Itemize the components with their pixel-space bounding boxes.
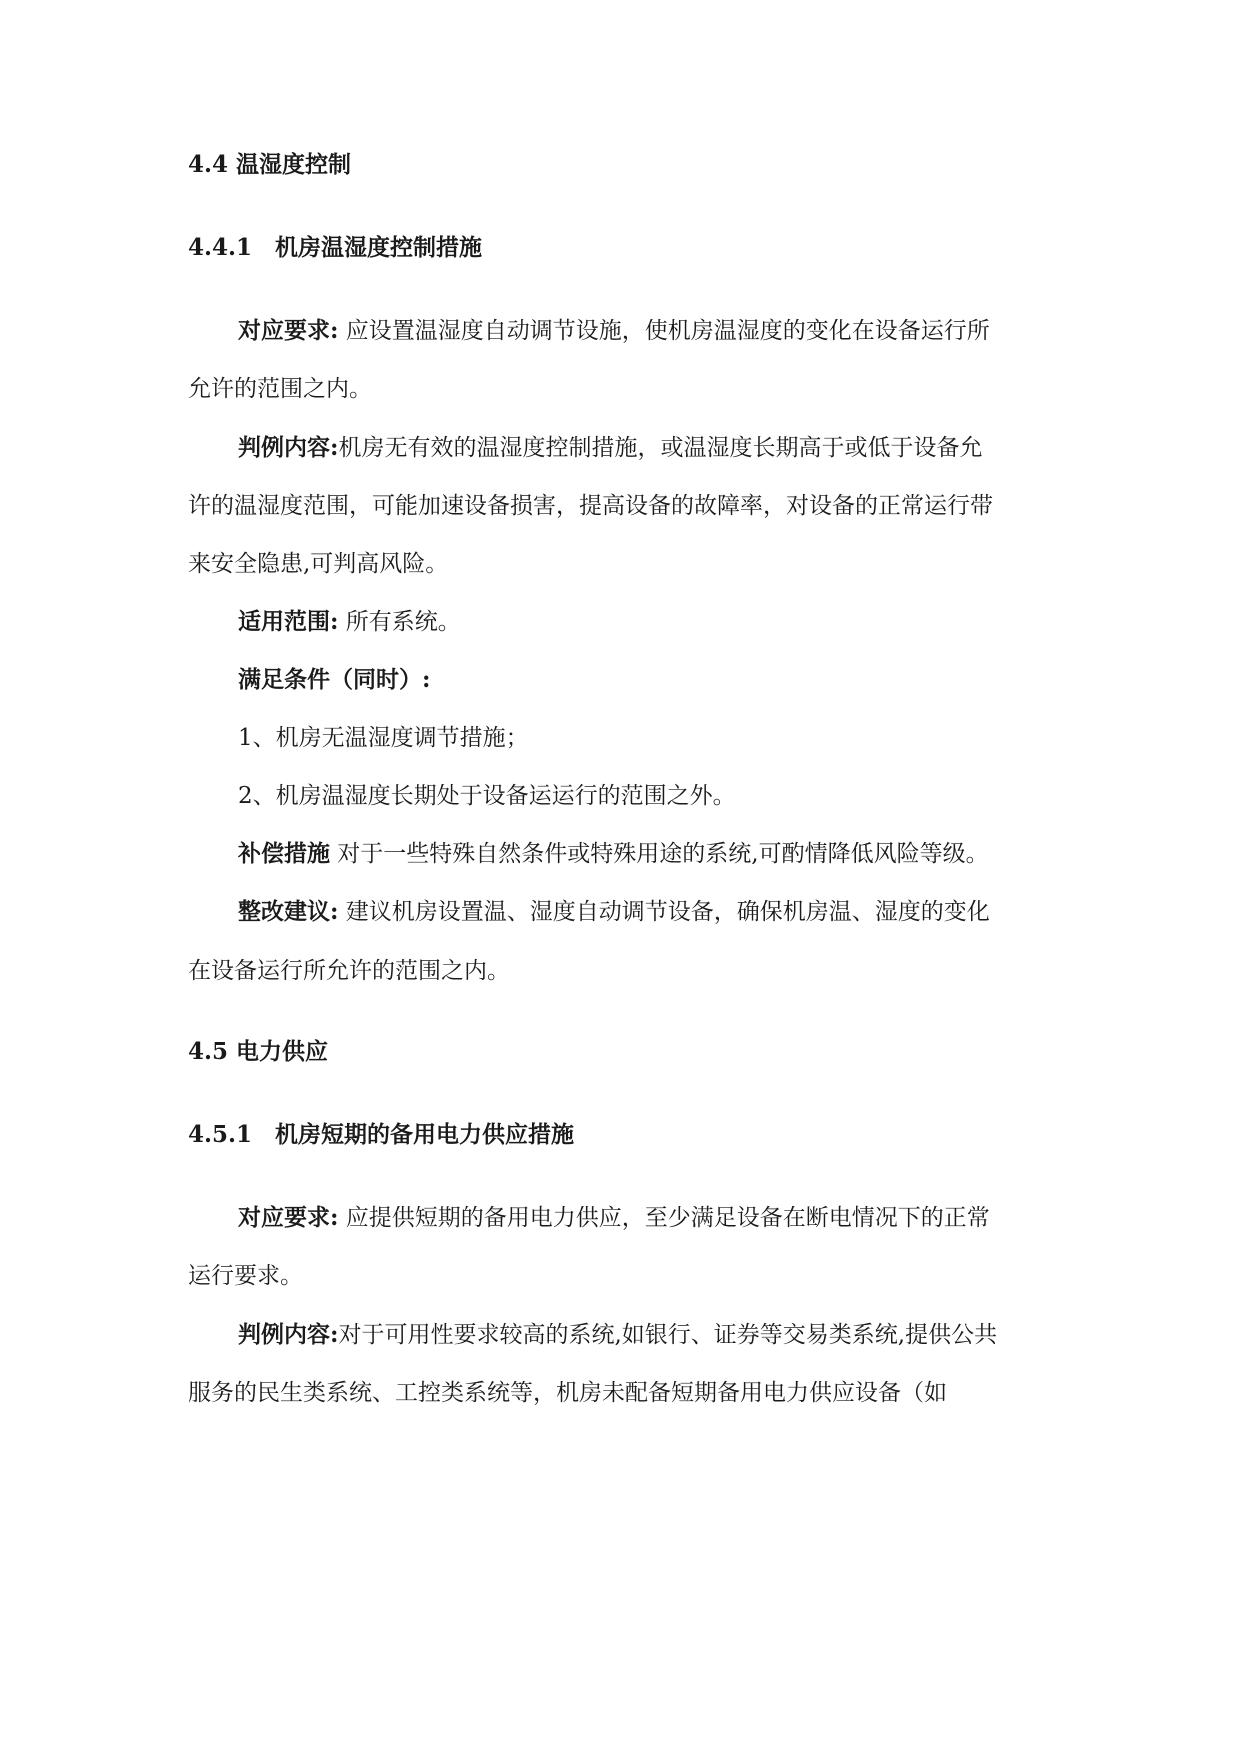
suggestion-text: 建议机房设置温、湿度自动调节设备，确保机房温、湿度的变化 (338, 899, 990, 925)
requirement-text-2-cont: 运行要求。 (188, 1263, 303, 1289)
requirement-label: 对应要求: (238, 317, 339, 344)
requirement-paragraph-2 (238, 1203, 1108, 1233)
judgement-text-cont-1: 许的温湿度范围，可能加速设备损害，提高设备的故障率，对设备的正常运行带 (188, 493, 993, 519)
judgement-paragraph (238, 433, 1108, 463)
suggestion-paragraph (238, 897, 1108, 927)
conditions-label: 满足条件（同时）: (238, 666, 431, 693)
subsection-4-5-1-heading: 4.5.1 机房短期的备用电力供应措施 (188, 1121, 575, 1148)
judgement-text-cont-2: 来安全隐患,可判高风险。 (188, 551, 449, 577)
scope-label: 适用范围: (238, 608, 339, 635)
judgement-label: 判例内容: (238, 434, 339, 461)
compensation-text: 对于一些特殊自然条件或特殊用途的系统,可酌情降低风险等级。 (330, 841, 989, 867)
judgement-label-2: 判例内容: (238, 1321, 339, 1348)
requirement-text-2: 应提供短期的备用电力供应，至少满足设备在断电情况下的正常 (338, 1205, 990, 1231)
scope-text: 所有系统。 (338, 609, 461, 635)
section-4-5-heading: 4.5 电力供应 (188, 1038, 329, 1065)
subsection-4-4-1-heading: 4.4.1 机房温湿度控制措施 (188, 234, 483, 261)
suggestion-text-cont: 在设备运行所允许的范围之内。 (188, 958, 510, 984)
judgement-text-2: 对于可用性要求较高的系统,如银行、证券等交易类系统,提供公共 (338, 1322, 998, 1348)
scope-paragraph (238, 607, 1108, 637)
judgement-paragraph-2 (238, 1320, 1108, 1350)
requirement-paragraph (238, 316, 1108, 346)
judgement-text-2-cont: 服务的民生类系统、工控类系统等，机房未配备短期备用电力供应设备（如 (188, 1380, 947, 1406)
suggestion-label: 整改建议: (238, 898, 339, 925)
section-4-4-heading: 4.4 温湿度控制 (188, 151, 352, 178)
requirement-label-2: 对应要求: (238, 1204, 339, 1231)
requirement-text: 应设置温湿度自动调节设施，使机房温湿度的变化在设备运行所 (338, 318, 990, 344)
condition-item-1: 1、机房无温湿度调节措施； (238, 725, 529, 751)
compensation-paragraph (238, 839, 1108, 869)
requirement-text-cont: 允许的范围之内。 (188, 376, 372, 402)
compensation-label: 补偿措施 (238, 840, 330, 867)
condition-item-2: 2、机房温湿度长期处于设备运运行的范围之外。 (238, 783, 736, 809)
judgement-text: 机房无有效的温湿度控制措施，或温湿度长期高于或低于设备允 (338, 435, 983, 461)
